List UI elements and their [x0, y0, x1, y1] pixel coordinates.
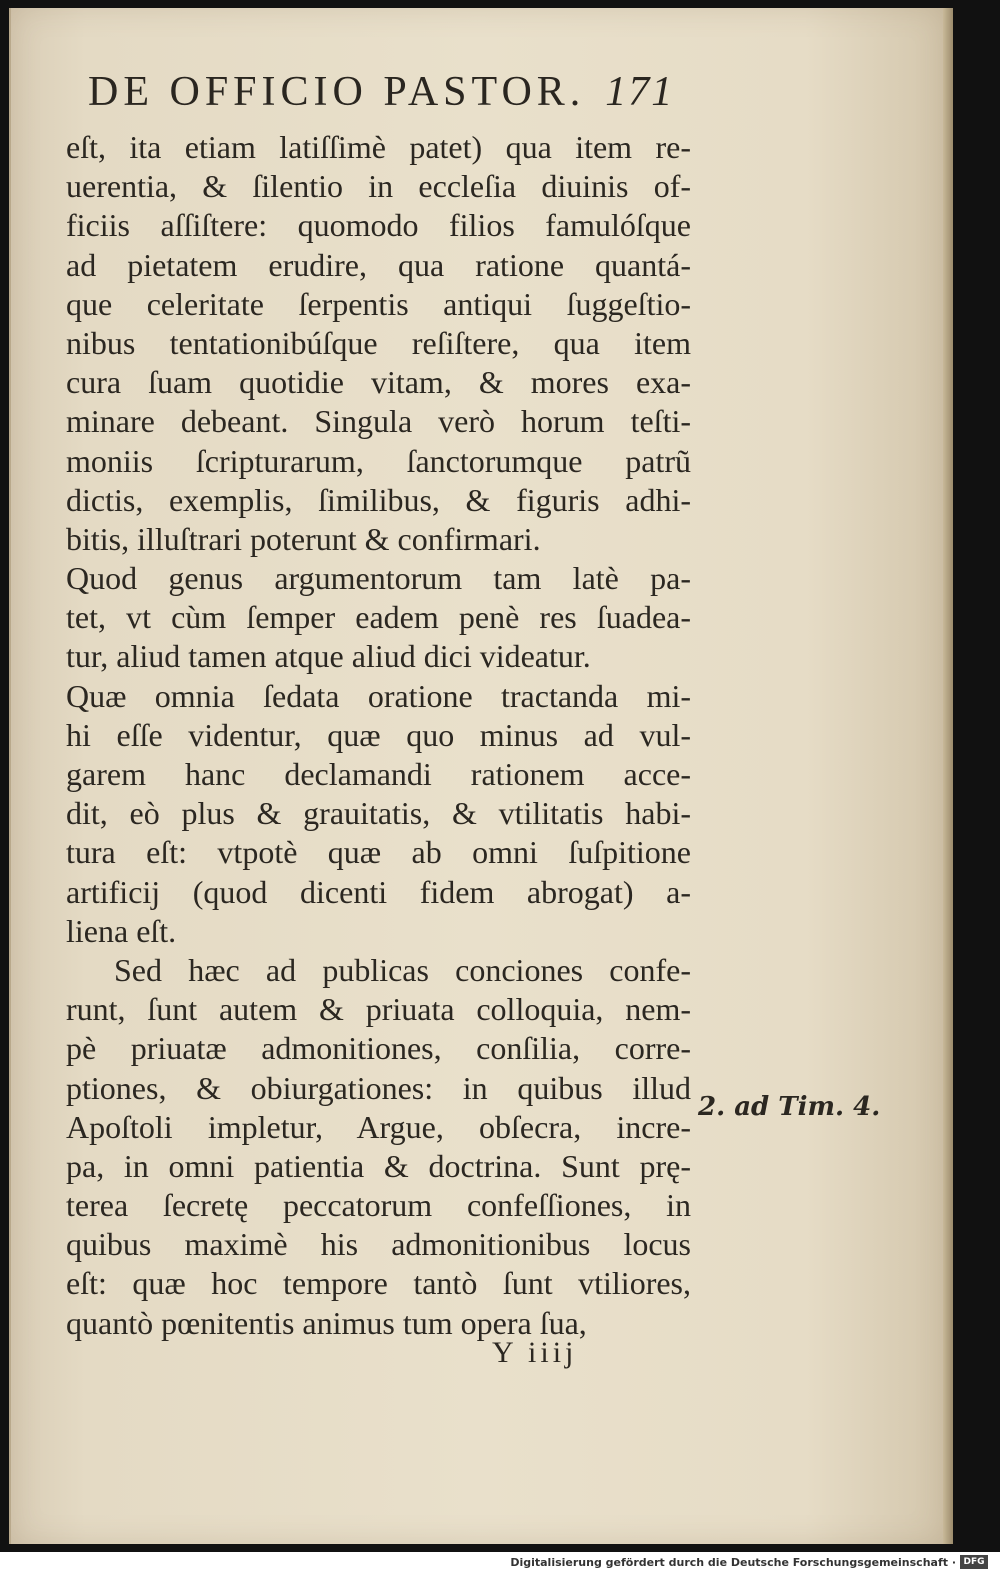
- page-edge: [943, 8, 953, 1544]
- text-line: hi eſſe videntur, quæ quo minus ad vul-: [66, 716, 691, 753]
- text-line: Quod genus argumentorum tam latè pa-: [66, 560, 691, 597]
- running-header: [88, 68, 688, 116]
- text-line: tet, vt cùm ſemper eadem penè res ſuadea-: [66, 599, 691, 636]
- text-line: Quæ omnia ſedata oratione tractanda mi-: [66, 677, 691, 714]
- text-line: quibus maximè his admonitionibus locus: [66, 1226, 691, 1263]
- text-line: pa, in omni patientia & doctrina. Sunt prę-: [66, 1147, 691, 1184]
- text-line: ficiis aſſiſtere: quomodo filios famulóſque: [66, 207, 691, 244]
- text-line: que celeritate ſerpentis antiqui ſuggeſtio-: [66, 285, 691, 322]
- text-line: uerentia, & ſilentio in eccleſia diuinis of-: [66, 168, 691, 205]
- text-line: eſt: quæ hoc tempore tantò ſunt vtiliores,: [66, 1265, 691, 1302]
- dfg-logo: DFG: [960, 1555, 988, 1569]
- text-line: cura ſuam quotidie vitam, & mores exa-: [66, 364, 691, 401]
- text-line: minare debeant. Singula verò horum teſti-: [66, 403, 691, 440]
- text-line: moniis ſcripturarum, ſanctorumque patrũ: [66, 442, 691, 479]
- text-line: ad pietatem erudire, qua ratione quantá-: [66, 246, 691, 283]
- signature-mark: Y iiij: [492, 1336, 578, 1369]
- text-line: terea ſecretę peccatorum confeſſiones, in: [66, 1187, 691, 1224]
- text-line: artificij (quod dicenti fidem abrogat) a-: [66, 873, 691, 910]
- text-line: tura eſt: vtpotè quæ ab omni ſuſpitione: [66, 834, 691, 871]
- text-line: runt, ſunt autem & priuata colloquia, nem-: [66, 991, 691, 1028]
- text-line: liena eſt.: [66, 912, 177, 949]
- body-text: [66, 128, 691, 1343]
- text-line: dit, eò plus & grauitatis, & vtilitatis habi-: [66, 795, 691, 832]
- text-line: bitis, illuſtrari poterunt & confirmari.: [66, 520, 541, 557]
- digitization-credit: Digitalisierung gefördert durch die Deutsche Forschungsgemeinschaft ·: [510, 1556, 956, 1569]
- text-line: pè priuatæ admonitiones, conſilia, corre-: [66, 1030, 691, 1067]
- page-number: 171: [605, 69, 675, 115]
- text-line: nibus tentationibúſque reſiſtere, qua item: [66, 324, 691, 361]
- text-line: Apoſtoli impletur, Argue, obſecra, incre-: [66, 1108, 691, 1145]
- text-line: ptiones, & obiurgationes: in quibus illud: [66, 1069, 691, 1106]
- text-line: dictis, exemplis, ſimilibus, & figuris adhi-: [66, 481, 691, 518]
- text-line: quantò pœnitentis animus tum opera ſua,: [66, 1304, 587, 1341]
- text-line: eſt, ita etiam latiſſimè patet) qua item re-: [66, 129, 691, 165]
- text-line: Sed hæc ad publicas conciones confe-: [114, 951, 691, 988]
- text-line: garem hanc declamandi rationem acce-: [66, 756, 691, 792]
- margin-note: 2. ad Tim. 4.: [698, 1092, 881, 1122]
- running-title: DE OFFICIO PASTOR.: [88, 69, 586, 115]
- text-line: tur, aliud tamen atque aliud dici videatur.: [66, 638, 591, 675]
